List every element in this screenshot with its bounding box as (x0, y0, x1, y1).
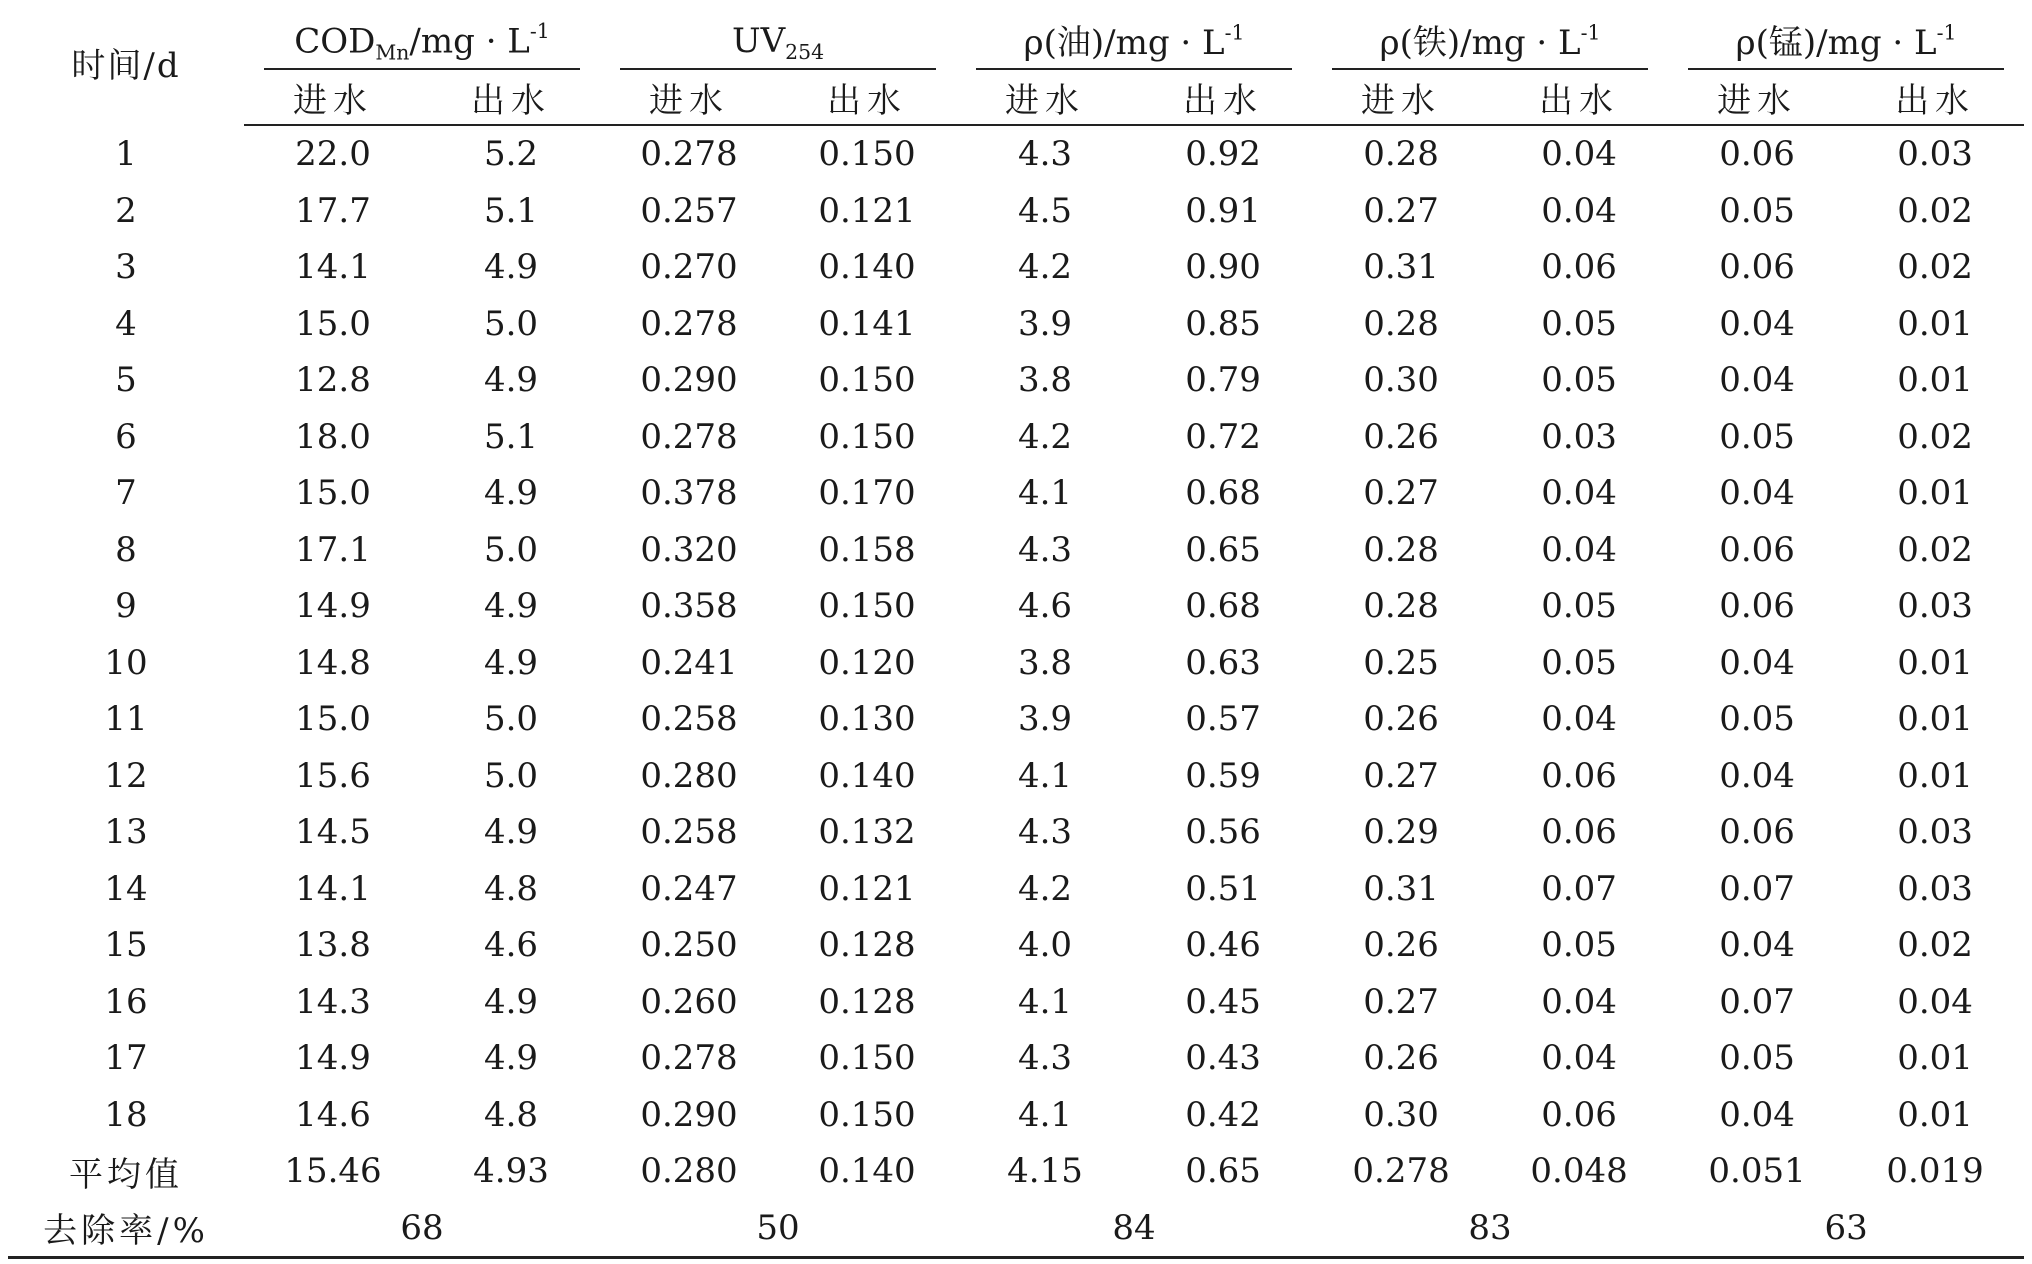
table-row (8, 239, 2024, 296)
table-cell: 0.01 (1897, 755, 1973, 796)
table-cell: 0.06 (1541, 812, 1617, 853)
table-cell: 4.1 (1017, 473, 1073, 514)
group-header-manganese-sup: -1 (1936, 20, 1957, 45)
group-header-iron-sup: -1 (1580, 20, 1601, 45)
table-cell: 18.0 (295, 416, 371, 457)
table-row (8, 1030, 2024, 1087)
table-row (8, 691, 2024, 748)
row-day-cell: 16 (104, 981, 148, 1022)
data-table-container (8, 0, 2024, 1259)
average-cell: 0.051 (1708, 1151, 1806, 1192)
time-column-header: 时间/d (71, 46, 181, 86)
table-cell: 4.3 (1017, 529, 1073, 570)
table-cell: 4.9 (483, 812, 539, 853)
table-cell: 4.1 (1017, 1094, 1073, 1135)
table-cell: 0.150 (818, 586, 916, 627)
table-cell: 0.128 (818, 981, 916, 1022)
row-day-cell: 3 (115, 247, 137, 288)
table-cell: 0.90 (1185, 247, 1261, 288)
table-cell: 0.06 (1719, 586, 1795, 627)
table-cell: 5.1 (483, 190, 539, 231)
table-cell: 0.26 (1363, 699, 1439, 740)
table-cell: 0.06 (1541, 247, 1617, 288)
table-cell: 0.28 (1363, 586, 1439, 627)
table-row (8, 748, 2024, 805)
table-cell: 4.3 (1017, 1038, 1073, 1079)
table-cell: 0.257 (640, 190, 738, 231)
row-day-cell: 1 (115, 133, 137, 174)
table-cell: 0.278 (640, 134, 738, 175)
table-cell: 0.27 (1363, 190, 1439, 231)
table-cell: 0.150 (818, 416, 916, 457)
table-cell: 0.07 (1719, 981, 1795, 1022)
table-cell: 0.91 (1185, 190, 1261, 231)
table-cell: 0.56 (1185, 812, 1261, 853)
table-cell: 0.290 (640, 360, 738, 401)
table-cell: 0.68 (1185, 473, 1261, 514)
table-cell: 14.3 (295, 981, 371, 1022)
table-row (8, 296, 2024, 353)
table-cell: 0.247 (640, 868, 738, 909)
table-cell: 0.130 (818, 699, 916, 740)
table-cell: 0.01 (1897, 642, 1973, 683)
table-cell: 4.3 (1017, 134, 1073, 175)
table-cell: 0.28 (1363, 134, 1439, 175)
table-cell: 0.150 (818, 1094, 916, 1135)
table-cell: 0.121 (818, 868, 916, 909)
table-cell: 0.128 (818, 925, 916, 966)
table-cell: 4.6 (483, 925, 539, 966)
table-cell: 4.1 (1017, 981, 1073, 1022)
table-row (8, 1087, 2024, 1144)
table-cell: 0.27 (1363, 981, 1439, 1022)
table-row (8, 522, 2024, 579)
table-cell: 0.04 (1719, 473, 1795, 514)
table-cell: 3.8 (1017, 642, 1073, 683)
table-cell: 0.68 (1185, 586, 1261, 627)
table-cell: 0.04 (1541, 134, 1617, 175)
table-cell: 0.120 (818, 642, 916, 683)
table-cell: 0.06 (1719, 529, 1795, 570)
table-cell: 0.150 (818, 134, 916, 175)
table-cell: 0.59 (1185, 755, 1261, 796)
table-cell: 4.1 (1017, 755, 1073, 796)
table-cell: 0.30 (1363, 1094, 1439, 1135)
group-header-oil-sup: -1 (1224, 20, 1245, 45)
table-cell: 0.260 (640, 981, 738, 1022)
table-row (8, 125, 2024, 183)
table-cell: 0.06 (1719, 134, 1795, 175)
table-cell: 0.258 (640, 812, 738, 853)
table-cell: 0.72 (1185, 416, 1261, 457)
table-cell: 5.0 (483, 529, 539, 570)
table-cell: 14.8 (295, 642, 371, 683)
table-cell: 0.320 (640, 529, 738, 570)
group-header-codmn-tail: /mg · L (409, 20, 530, 61)
subheader-out: 出水 (1490, 70, 1668, 125)
average-row (8, 1143, 2024, 1200)
table-cell: 0.02 (1897, 529, 1973, 570)
table-cell: 0.290 (640, 1094, 738, 1135)
table-cell: 0.358 (640, 586, 738, 627)
table-row (8, 861, 2024, 918)
table-cell: 0.31 (1363, 247, 1439, 288)
group-header-codmn (244, 0, 600, 70)
table-cell: 3.8 (1017, 360, 1073, 401)
row-day-cell: 10 (104, 642, 148, 683)
table-cell: 0.79 (1185, 360, 1261, 401)
table-cell: 14.9 (295, 1038, 371, 1079)
table-cell: 0.43 (1185, 1038, 1261, 1079)
table-cell: 0.05 (1719, 416, 1795, 457)
group-header-codmn-sub: Mn (375, 40, 410, 64)
table-cell: 0.05 (1541, 925, 1617, 966)
table-cell: 0.85 (1185, 303, 1261, 344)
table-cell: 0.06 (1541, 755, 1617, 796)
table-cell: 4.2 (1017, 247, 1073, 288)
table-header (8, 0, 2024, 125)
table-cell: 0.06 (1719, 812, 1795, 853)
table-cell: 0.121 (818, 190, 916, 231)
row-day-cell: 8 (115, 529, 137, 570)
table-cell: 0.01 (1897, 699, 1973, 740)
row-day-cell: 4 (115, 303, 137, 344)
group-header-manganese-main: ρ(锰)/mg · L (1735, 23, 1937, 63)
table-cell: 0.141 (818, 303, 916, 344)
table-cell: 0.65 (1185, 529, 1261, 570)
row-day-cell: 13 (104, 812, 148, 853)
table-cell: 0.140 (818, 755, 916, 796)
row-day-cell: 12 (104, 755, 148, 796)
table-cell: 0.04 (1719, 642, 1795, 683)
table-cell: 15.0 (295, 699, 371, 740)
row-day-cell: 2 (115, 190, 137, 231)
table-cell: 5.0 (483, 303, 539, 344)
table-row (8, 917, 2024, 974)
table-row (8, 578, 2024, 635)
table-cell: 0.150 (818, 360, 916, 401)
table-cell: 15.6 (295, 755, 371, 796)
table-cell: 0.28 (1363, 303, 1439, 344)
table-cell: 0.30 (1363, 360, 1439, 401)
average-cell: 0.280 (640, 1151, 738, 1192)
average-cell: 0.65 (1185, 1151, 1261, 1192)
table-cell: 0.26 (1363, 925, 1439, 966)
average-cell: 0.019 (1886, 1151, 1984, 1192)
table-cell: 3.9 (1017, 699, 1073, 740)
group-header-uv254-sub: 254 (785, 40, 825, 64)
table-cell: 0.03 (1897, 134, 1973, 175)
table-cell: 4.5 (1017, 190, 1073, 231)
table-cell: 0.04 (1541, 699, 1617, 740)
table-cell: 0.63 (1185, 642, 1261, 683)
removal-rate-cell: 68 (244, 1200, 600, 1258)
table-cell: 4.2 (1017, 868, 1073, 909)
table-cell: 4.0 (1017, 925, 1073, 966)
table-cell: 0.27 (1363, 473, 1439, 514)
water-quality-table (8, 0, 2024, 1259)
row-day-cell: 17 (104, 1038, 148, 1079)
table-cell: 0.07 (1719, 868, 1795, 909)
subheader-out: 出水 (1134, 70, 1312, 125)
table-cell: 0.140 (818, 247, 916, 288)
table-cell: 5.0 (483, 755, 539, 796)
table-cell: 0.132 (818, 812, 916, 853)
table-cell: 14.6 (295, 1094, 371, 1135)
table-cell: 0.278 (640, 1038, 738, 1079)
table-row (8, 409, 2024, 466)
row-day-cell: 18 (104, 1094, 148, 1135)
table-cell: 0.02 (1897, 190, 1973, 231)
table-cell: 14.1 (295, 868, 371, 909)
table-cell: 0.02 (1897, 416, 1973, 457)
table-row (8, 974, 2024, 1031)
table-cell: 0.06 (1719, 247, 1795, 288)
table-cell: 0.05 (1719, 1038, 1795, 1079)
table-cell: 0.02 (1897, 925, 1973, 966)
removal-rate-cell: 83 (1312, 1200, 1668, 1258)
table-cell: 4.9 (483, 586, 539, 627)
table-cell: 14.5 (295, 812, 371, 853)
group-header-iron (1312, 0, 1668, 70)
table-cell: 14.9 (295, 586, 371, 627)
table-cell: 4.2 (1017, 416, 1073, 457)
subheader-out: 出水 (1846, 70, 2024, 125)
table-cell: 0.01 (1897, 1094, 1973, 1135)
table-cell: 0.02 (1897, 247, 1973, 288)
table-cell: 0.06 (1541, 1094, 1617, 1135)
group-header-uv254-main: UV (731, 20, 786, 61)
table-cell: 0.04 (1719, 755, 1795, 796)
subheader-in: 进水 (600, 70, 778, 125)
table-cell: 13.8 (295, 925, 371, 966)
table-cell: 0.31 (1363, 868, 1439, 909)
average-cell: 4.93 (473, 1151, 549, 1192)
table-cell: 0.04 (1719, 925, 1795, 966)
table-cell: 0.241 (640, 642, 738, 683)
table-cell: 0.27 (1363, 755, 1439, 796)
table-cell: 0.03 (1897, 586, 1973, 627)
removal-rate-row (8, 1200, 2024, 1258)
table-cell: 0.04 (1541, 981, 1617, 1022)
row-day-cell: 5 (115, 360, 137, 401)
table-cell: 0.278 (640, 303, 738, 344)
table-cell: 0.378 (640, 473, 738, 514)
table-cell: 3.9 (1017, 303, 1073, 344)
removal-rate-cell: 50 (600, 1200, 956, 1258)
removal-rate-label: 去除率/% (8, 1200, 244, 1258)
table-cell: 0.45 (1185, 981, 1261, 1022)
group-header-uv254 (600, 0, 956, 70)
group-header-manganese (1668, 0, 2024, 70)
header-row-subcolumns (8, 70, 2024, 125)
row-day-cell: 14 (104, 868, 148, 909)
table-cell: 4.9 (483, 247, 539, 288)
table-cell: 0.280 (640, 755, 738, 796)
row-day-cell: 7 (115, 473, 137, 514)
table-cell: 0.42 (1185, 1094, 1261, 1135)
average-cell: 0.048 (1530, 1151, 1628, 1192)
table-cell: 0.258 (640, 699, 738, 740)
table-cell: 0.51 (1185, 868, 1261, 909)
table-cell: 0.04 (1719, 1094, 1795, 1135)
table-cell: 0.03 (1897, 868, 1973, 909)
table-cell: 0.05 (1541, 642, 1617, 683)
removal-rate-cell: 63 (1668, 1200, 2024, 1258)
average-cell: 4.15 (1007, 1151, 1083, 1192)
table-body (8, 125, 2024, 1258)
group-header-codmn-main: COD (294, 20, 376, 61)
table-cell: 0.04 (1719, 360, 1795, 401)
average-cell: 15.46 (284, 1151, 382, 1192)
table-cell: 4.9 (483, 473, 539, 514)
table-cell: 0.57 (1185, 699, 1261, 740)
table-cell: 4.8 (483, 868, 539, 909)
group-header-iron-main: ρ(铁)/mg · L (1379, 23, 1581, 63)
table-cell: 17.1 (295, 529, 371, 570)
row-day-cell: 6 (115, 416, 137, 457)
table-cell: 0.01 (1897, 473, 1973, 514)
table-cell: 0.270 (640, 247, 738, 288)
table-cell: 4.9 (483, 642, 539, 683)
table-cell: 4.9 (483, 360, 539, 401)
table-cell: 0.150 (818, 1038, 916, 1079)
table-cell: 15.0 (295, 473, 371, 514)
table-row (8, 635, 2024, 692)
table-cell: 0.05 (1541, 586, 1617, 627)
table-row (8, 804, 2024, 861)
table-cell: 0.278 (640, 416, 738, 457)
table-row (8, 352, 2024, 409)
table-cell: 0.05 (1541, 360, 1617, 401)
table-cell: 0.250 (640, 925, 738, 966)
table-cell: 5.1 (483, 416, 539, 457)
header-row-groups (8, 0, 2024, 70)
average-cell: 0.140 (818, 1151, 916, 1192)
group-header-oil (956, 0, 1312, 70)
group-header-oil-main: ρ(油)/mg · L (1023, 23, 1225, 63)
table-cell: 4.8 (483, 1094, 539, 1135)
table-cell: 0.07 (1541, 868, 1617, 909)
table-cell: 4.3 (1017, 812, 1073, 853)
table-cell: 0.01 (1897, 1038, 1973, 1079)
table-cell: 15.0 (295, 303, 371, 344)
table-cell: 0.01 (1897, 360, 1973, 401)
subheader-in: 进水 (956, 70, 1134, 125)
row-day-cell: 9 (115, 586, 137, 627)
table-cell: 0.158 (818, 529, 916, 570)
table-cell: 0.05 (1719, 699, 1795, 740)
removal-rate-cell: 84 (956, 1200, 1312, 1258)
table-cell: 14.1 (295, 247, 371, 288)
average-cell: 0.278 (1352, 1151, 1450, 1192)
table-cell: 0.04 (1541, 529, 1617, 570)
table-cell: 0.05 (1719, 190, 1795, 231)
subheader-in: 进水 (244, 70, 422, 125)
subheader-out: 出水 (422, 70, 600, 125)
table-cell: 0.01 (1897, 303, 1973, 344)
table-cell: 0.25 (1363, 642, 1439, 683)
average-label: 平均值 (69, 1154, 183, 1195)
table-cell: 0.170 (818, 473, 916, 514)
table-cell: 12.8 (295, 360, 371, 401)
table-cell: 0.26 (1363, 1038, 1439, 1079)
table-cell: 0.92 (1185, 134, 1261, 175)
table-cell: 0.03 (1541, 416, 1617, 457)
table-cell: 0.04 (1719, 303, 1795, 344)
table-cell: 4.6 (1017, 586, 1073, 627)
table-cell: 4.9 (483, 1038, 539, 1079)
subheader-out: 出水 (778, 70, 956, 125)
row-day-cell: 11 (104, 699, 148, 740)
table-cell: 0.46 (1185, 925, 1261, 966)
table-cell: 0.04 (1897, 981, 1973, 1022)
table-row (8, 183, 2024, 240)
table-cell: 0.26 (1363, 416, 1439, 457)
table-cell: 0.05 (1541, 303, 1617, 344)
table-cell: 0.04 (1541, 190, 1617, 231)
table-cell: 0.03 (1897, 812, 1973, 853)
table-cell: 22.0 (295, 134, 371, 175)
group-header-codmn-sup: -1 (529, 18, 550, 43)
table-cell: 5.2 (483, 134, 539, 175)
table-cell: 0.04 (1541, 1038, 1617, 1079)
table-cell: 0.04 (1541, 473, 1617, 514)
table-cell: 4.9 (483, 981, 539, 1022)
row-day-cell: 15 (104, 925, 148, 966)
table-cell: 0.29 (1363, 812, 1439, 853)
table-cell: 17.7 (295, 190, 371, 231)
table-cell: 5.0 (483, 699, 539, 740)
subheader-in: 进水 (1668, 70, 1846, 125)
table-row (8, 465, 2024, 522)
table-cell: 0.28 (1363, 529, 1439, 570)
subheader-in: 进水 (1312, 70, 1490, 125)
